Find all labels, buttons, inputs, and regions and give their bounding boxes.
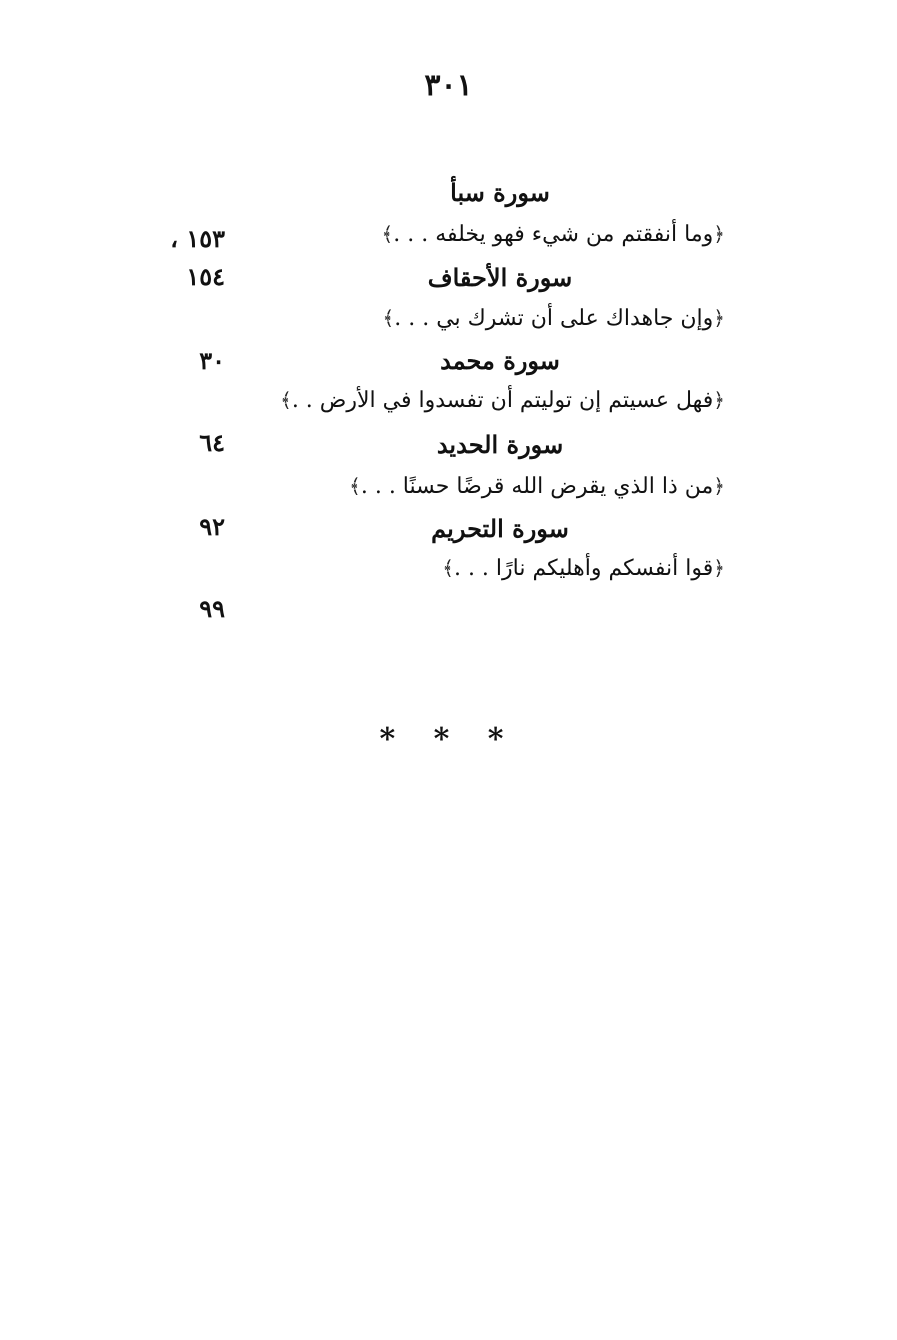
open-bracket: ﴿ [713,556,725,580]
surah-heading-hadid: سورة الحديد [436,430,564,459]
close-bracket: ﴾ [349,474,361,498]
verse-line-saba [382,222,725,247]
page-ref: ٩٢ [199,512,225,541]
open-bracket: ﴿ [713,474,725,498]
page-number: ٣٠١ [424,68,473,103]
open-bracket: ﴿ [713,306,725,330]
verse-line-muhammad [280,388,725,413]
verse-text: فهل عسيتم إن توليتم أن تفسدوا في الأرض . . [291,388,714,413]
page-ref: ١٥٤ [186,262,225,291]
page-ref: ١٥٣ ، [170,224,225,253]
verse-line-ahqaf [383,306,725,331]
close-bracket: ﴾ [381,222,394,246]
close-bracket: ﴾ [382,306,395,330]
open-bracket: ﴿ [713,222,725,246]
close-bracket: ﴾ [442,556,454,580]
section-separator: * * * [379,722,518,757]
verse-line-tahrim [442,556,725,581]
page-ref: ٣٠ [199,346,225,375]
open-bracket: ﴿ [713,388,725,412]
page-ref: ٦٤ [199,428,225,457]
surah-heading-tahrim: سورة التحريم [431,514,569,543]
verse-line-hadid [349,474,725,499]
page-ref-last: ٩٩ [199,594,225,623]
verse-text: قوا أنفسكم وأهليكم نارًا . . . [453,556,714,581]
close-bracket: ﴾ [280,388,292,412]
surah-heading-saba: سورة سبأ [450,178,550,207]
surah-heading-muhammad: سورة محمد [440,346,560,375]
surah-heading-ahqaf: سورة الأحقاف [427,263,573,292]
verse-text: وما أنفقتم من شيء فهو يخلفه . . . [393,222,714,247]
verse-text: من ذا الذي يقرض الله قرضًا حسنًا . . . [360,474,714,499]
verse-text: وإن جاهداك على أن تشرك بي . . . [394,306,714,331]
